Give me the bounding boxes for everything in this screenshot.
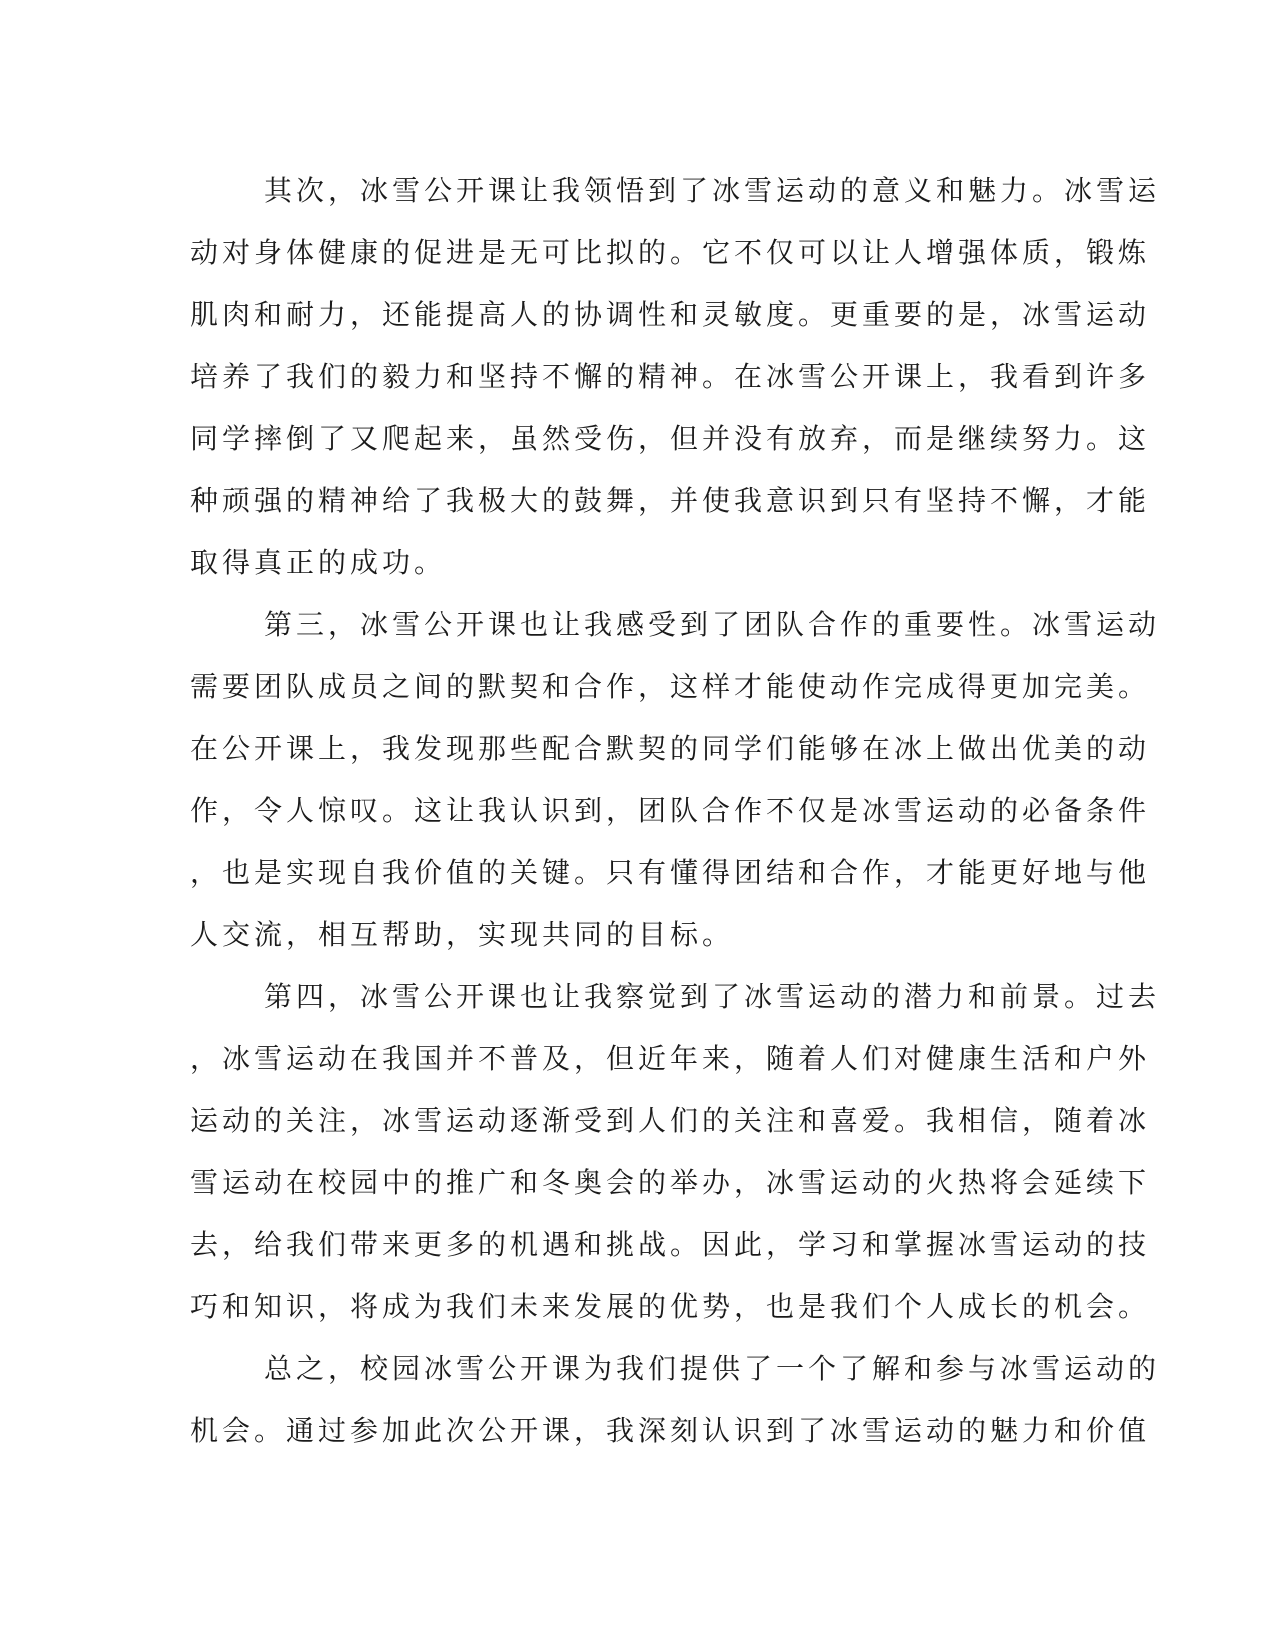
paragraph-4-line-3: 运动的关注，冰雪运动逐渐受到人们的关注和喜爱。我相信，随着冰 [190, 1104, 1151, 1137]
paragraph-2-line-2: 动对身体健康的促进是无可比拟的。它不仅可以让人增强体质，锻炼 [190, 236, 1151, 269]
paragraph-5-line-2: 机会。通过参加此次公开课，我深刻认识到了冰雪运动的魅力和价值 [190, 1414, 1151, 1447]
paragraph-2-line-5: 同学摔倒了又爬起来，虽然受伤，但并没有放弃，而是继续努力。这 [190, 422, 1151, 455]
paragraph-3-line-1: 第三，冰雪公开课也让我感受到了团队合作的重要性。冰雪运动 [264, 608, 1161, 641]
paragraph-2-line-6: 种顽强的精神给了我极大的鼓舞，并使我意识到只有坚持不懈，才能 [190, 484, 1151, 517]
paragraph-4-line-6: 巧和知识，将成为我们未来发展的优势，也是我们个人成长的机会。 [190, 1290, 1151, 1323]
paragraph-4-line-4: 雪运动在校园中的推广和冬奥会的举办，冰雪运动的火热将会延续下 [190, 1166, 1151, 1199]
paragraph-3-line-2: 需要团队成员之间的默契和合作，这样才能使动作完成得更加完美。 [190, 670, 1151, 703]
paragraph-2-line-1: 其次，冰雪公开课让我领悟到了冰雪运动的意义和魅力。冰雪运 [264, 174, 1161, 207]
paragraph-3-line-3: 在公开课上，我发现那些配合默契的同学们能够在冰上做出优美的动 [190, 732, 1151, 765]
paragraph-4-line-2: ，冰雪运动在我国并不普及，但近年来，随着人们对健康生活和户外 [190, 1042, 1151, 1075]
body-text [190, 160, 1161, 1462]
paragraph-5-line-1: 总之，校园冰雪公开课为我们提供了一个了解和参与冰雪运动的 [264, 1352, 1161, 1385]
paragraph-2-line-3: 肌肉和耐力，还能提高人的协调性和灵敏度。更重要的是，冰雪运动 [190, 298, 1151, 331]
paragraph-2-line-7: 取得真正的成功。 [190, 546, 447, 579]
paragraph-3-line-6: 人交流，相互帮助，实现共同的目标。 [190, 918, 735, 951]
paragraph-4-line-5: 去，给我们带来更多的机遇和挑战。因此，学习和掌握冰雪运动的技 [190, 1228, 1151, 1261]
paragraph-4-line-1: 第四，冰雪公开课也让我察觉到了冰雪运动的潜力和前景。过去 [264, 980, 1161, 1013]
paragraph-3-line-4: 作，令人惊叹。这让我认识到，团队合作不仅是冰雪运动的必备条件 [190, 794, 1151, 827]
paragraph-2-line-4: 培养了我们的毅力和坚持不懈的精神。在冰雪公开课上，我看到许多 [190, 360, 1151, 393]
paragraph-3-line-5: ，也是实现自我价值的关键。只有懂得团结和合作，才能更好地与他 [190, 856, 1151, 889]
